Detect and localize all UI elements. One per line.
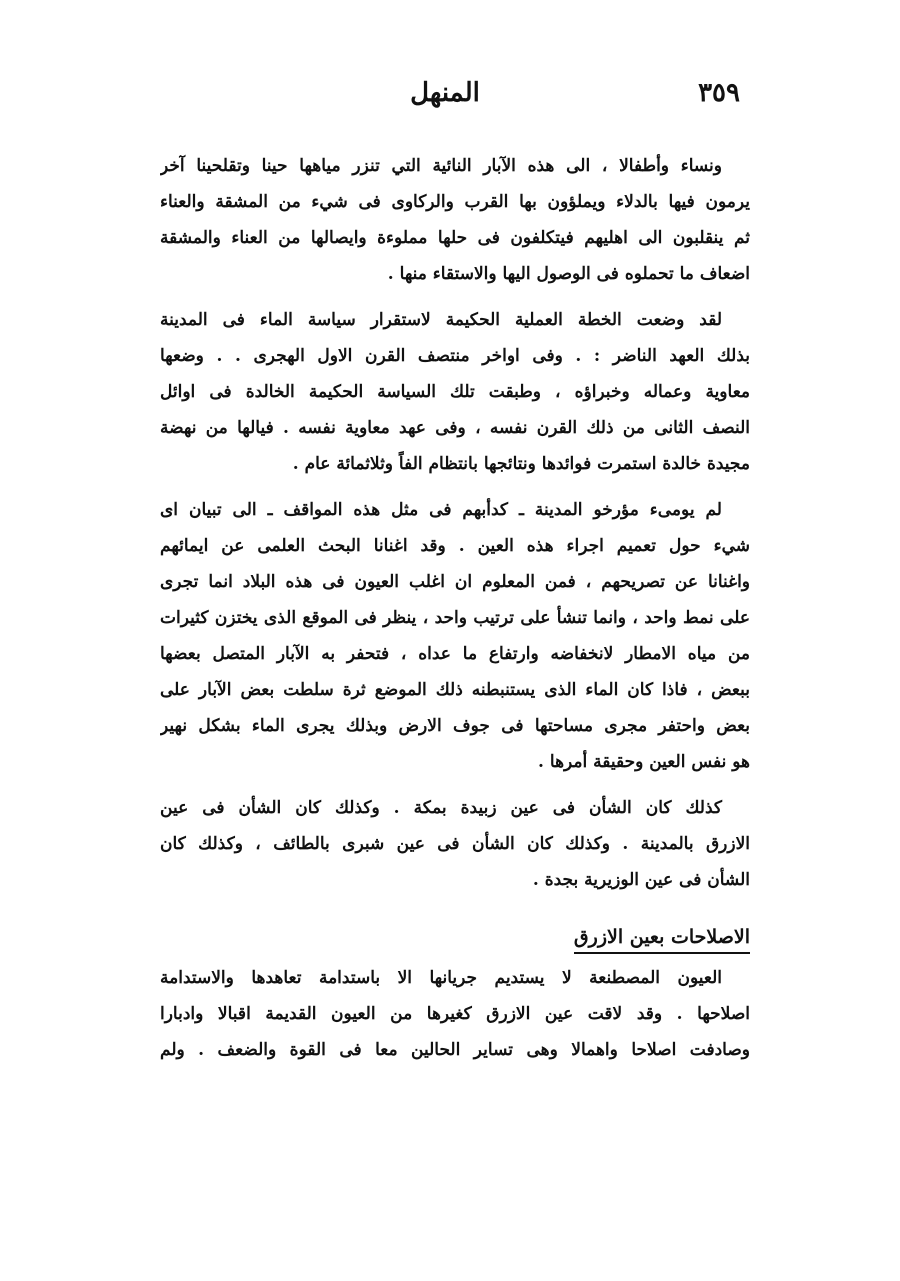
running-title: المنهل (410, 78, 480, 108)
text-line: الشأن فى عين الوزيرية بجدة . (532, 870, 750, 890)
text-line: معاوية وعماله وخبراؤه ، وطبقت تلك السياسة الحكيمة الخالدة فى اوائل (160, 382, 750, 402)
text-line: شيء حول تعميم اجراء هذه العين . وقد اغنانا البحث العلمى عن ايمائهم (160, 536, 750, 556)
text-line: النصف الثانى من ذلك القرن نفسه ، وفى عهد معاوية نفسه . فيالها من نهضة (160, 418, 750, 438)
page-header (150, 78, 740, 118)
text-line: واغنانا عن تصريحهم ، فمن المعلوم ان اغلب العيون فى هذه البلاد انما تجرى (160, 572, 750, 592)
text-line: هو نفس العين وحقيقة أمرها . (538, 752, 750, 772)
text-line: الازرق بالمدينة . وكذلك كان الشأن فى عين شبرى بالطائف ، وكذلك كان (160, 834, 750, 854)
text-line: يرمون فيها بالدلاء ويملؤون بها القرب والركاوى فى شيء من المشقة والعناء (160, 192, 750, 212)
page-number: ٣٥٩ (698, 78, 740, 108)
text-line: العيون المصطنعة لا يستديم جريانها الا باستدامة تعاهدها والاستدامة (160, 968, 722, 988)
section-heading: الاصلاحات بعين الازرق (574, 926, 750, 954)
text-line: لقد وضعت الخطة العملية الحكيمة لاستقرار سياسة الماء فى المدينة (160, 310, 722, 330)
text-line: مجيدة خالدة استمرت فوائدها ونتائجها بانتظام الفاً وثلاثمائة عام . (292, 454, 750, 474)
text-line: بذلك العهد الناضر : . وفى اواخر منتصف القرن الاول الهجرى . . وضعها (160, 346, 750, 366)
paragraph (160, 302, 750, 482)
text-line: وصادفت اصلاحا واهمالا وهى تساير الحالين معا فى القوة والضعف . ولم (160, 1040, 750, 1060)
text-line: لم يومىء مؤرخو المدينة ـ كدأبهم فى مثل هذه المواقف ـ الى تبيان اى (160, 500, 722, 520)
text-line: اصلاحها . وقد لاقت عين الازرق كغيرها من العيون القديمة اقبالا وادبارا (160, 1004, 750, 1024)
paragraph (160, 148, 750, 292)
text-line: ببعض ، فاذا كان الماء الذى يستنبطنه ذلك الموضع ثرة سلطت بعض الآبار على (160, 680, 750, 700)
paragraph (160, 960, 750, 1068)
paragraph (160, 790, 750, 898)
text-line: من مياه الامطار لانخفاضه وارتفاع ما عداه ، فتحفر به الآبار المتصل بعضها (160, 644, 750, 664)
paragraph (160, 492, 750, 780)
text-line: ونساء وأطفالا ، الى هذه الآبار النائية التي تنزر مياهها حينا وتقلحينا آخر (160, 156, 722, 176)
text-line: اضعاف ما تحملوه فى الوصول اليها والاستقاء منها . (387, 264, 750, 284)
text-line: على نمط واحد ، وانما تنشأ على ترتيب واحد ، ينظر فى الموقع الذى يختزن كثيرات (160, 608, 750, 628)
text-line: بعض واحتفر مجرى مساحتها فى جوف الارض وبذلك يجرى الماء بشكل نهير (160, 716, 750, 736)
text-line: كذلك كان الشأن فى عين زبيدة بمكة . وكذلك كان الشأن فى عين (160, 798, 722, 818)
section-heading-wrapper (160, 908, 750, 960)
text-line: ثم ينقلبون الى اهليهم فيتكلفون فى حلها مملوءة وايصالها من العناء والمشقة (160, 228, 750, 248)
article-body (160, 148, 750, 1068)
